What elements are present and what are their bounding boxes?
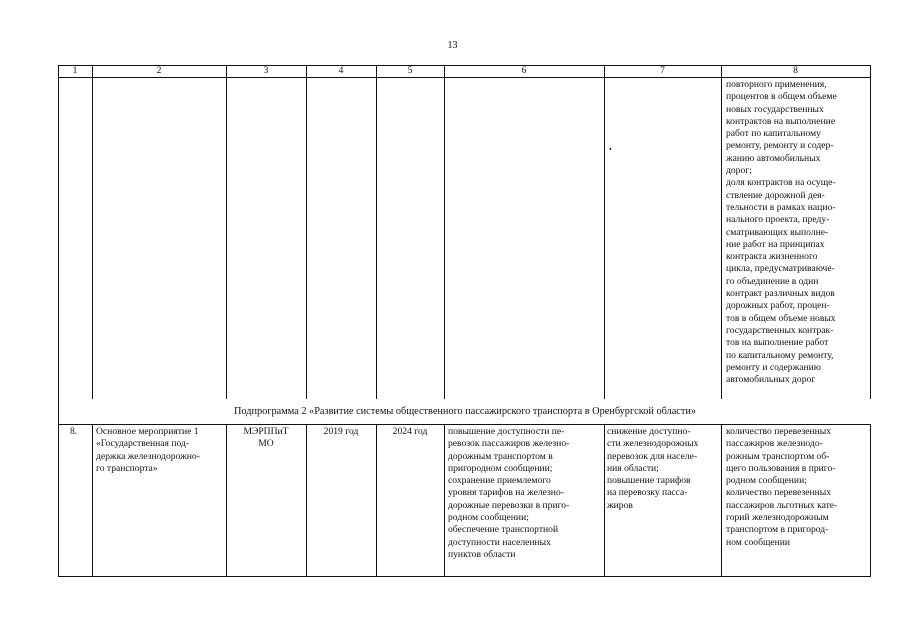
end-year-cell: 2024 год <box>392 426 428 437</box>
indicator-line: тов в общем объеме новых <box>726 312 836 324</box>
indicator-line: процентов в общем объеме <box>726 91 837 103</box>
indicator-line: контракт различных видов <box>726 288 835 300</box>
column-number-5: 5 <box>407 66 413 76</box>
column-number-2: 2 <box>156 66 162 76</box>
measures-table <box>58 65 871 577</box>
column-divider <box>444 65 445 577</box>
indicator-line: государственных контрак- <box>726 324 834 336</box>
indicator-line: повторного применения, <box>726 79 827 90</box>
table-border-right <box>870 65 871 577</box>
indicator-line: жанию автомобильных <box>726 152 821 164</box>
subprogram-title: Подпрограмма 2 «Развитие системы общественного пассажирского транспорта в Оренбургской области» <box>233 406 697 417</box>
column-number-1: 1 <box>72 66 78 76</box>
row-number: 8. <box>70 426 78 437</box>
indicator-line: нального проекта, преду- <box>726 214 830 226</box>
row-divider <box>58 424 871 425</box>
column-divider <box>226 65 227 577</box>
indicator-line: количество перевезенных <box>726 426 832 437</box>
indicator-line: новых государственных <box>726 103 824 115</box>
scan-mark: • <box>609 145 612 154</box>
executor-line: МЭРППиТ <box>243 426 289 437</box>
header-divider <box>58 77 871 78</box>
indicator-line: родном сообщении; <box>726 475 807 487</box>
column-divider <box>306 65 307 577</box>
expected-result-line: повышение доступности пе- <box>448 426 565 437</box>
column-number-4: 4 <box>338 66 344 76</box>
indicator-line: ремонту, ремонту и содер- <box>726 140 834 152</box>
measure-name-line: держка железнодорожно- <box>96 450 200 462</box>
consequences-line: на перевозку пасса- <box>607 487 688 499</box>
column-divider <box>92 65 93 577</box>
continuation-indicators-cell <box>726 79 870 386</box>
indicator-line: ремонту и содержанию <box>726 361 821 373</box>
expected-result-line: дорожные перевозки в приго- <box>448 499 570 511</box>
measure-name-line: го транспорта» <box>96 462 158 474</box>
start-year-cell: 2019 год <box>323 426 359 437</box>
indicator-line: дорог; <box>726 165 752 177</box>
table-border-bottom <box>58 576 871 577</box>
expected-result-cell <box>448 426 602 561</box>
indicator-line: сматривающих выполне- <box>726 226 829 238</box>
measure-name-line: Основное мероприятие 1 <box>96 426 199 437</box>
indicator-line: работ по капитальному <box>726 128 821 140</box>
indicator-line: тельности в рамках нацио- <box>726 201 836 213</box>
expected-result-line: родном сообщении; <box>448 512 529 524</box>
measure-name-cell <box>96 426 226 475</box>
indicators-cell <box>726 426 870 549</box>
expected-result-line: ревозок пассажиров железно- <box>448 438 570 450</box>
indicator-line: цикла, предусматриваюче- <box>726 263 835 275</box>
responsible-executor-cell <box>226 426 306 451</box>
indicator-line: горий железнодорожным <box>726 512 829 524</box>
consequences-line: перевозок для населе- <box>607 450 698 462</box>
indicator-line: контрактов на выполнение <box>726 115 836 127</box>
consequences-line: ния области; <box>607 462 659 474</box>
indicator-line: по капитальному ремонту, <box>726 349 834 361</box>
consequences-line: жиров <box>607 499 633 511</box>
indicator-line: дорожных работ, процен- <box>726 300 830 312</box>
column-number-8: 8 <box>793 66 798 76</box>
indicator-line: рожным транспортом об- <box>726 450 830 462</box>
indicator-line: доля контрактов на осуще- <box>726 177 836 189</box>
column-divider <box>604 65 605 577</box>
consequences-line: повышение тарифов <box>607 475 691 487</box>
column-number-7: 7 <box>660 66 665 76</box>
column-divider <box>376 65 377 577</box>
indicator-line: ние работ на принципах <box>726 238 825 250</box>
consequences-line: снижение доступно- <box>607 426 691 437</box>
indicator-line: пассажиров железнодо- <box>726 438 823 450</box>
column-divider <box>721 65 722 577</box>
expected-result-line: пунктов области <box>448 548 516 560</box>
subprogram-band <box>59 399 871 424</box>
consequences-line: сти железнодорожных <box>607 438 699 450</box>
column-number-3: 3 <box>263 66 269 76</box>
indicator-line: количество перевезенных <box>726 487 832 499</box>
measure-name-line: «Государственная под- <box>96 438 190 450</box>
column-number-6: 6 <box>521 66 527 76</box>
page-number: 13 <box>447 40 458 51</box>
expected-result-line: обеспечение транспортной <box>448 524 559 536</box>
indicator-line: го объединение в один <box>726 275 819 287</box>
indicator-line: контракта жизненного <box>726 251 818 263</box>
table-border-left <box>58 65 59 577</box>
expected-result-line: доступности населенных <box>448 536 551 548</box>
indicator-line: пассажиров льготных кате- <box>726 499 838 511</box>
indicator-line: ствление дорожной дея- <box>726 189 825 201</box>
expected-result-line: дорожным транспортом в <box>448 450 553 462</box>
indicator-line: щего пользования в приго- <box>726 462 836 474</box>
consequences-cell <box>607 426 721 512</box>
indicator-line: автомобильных дорог <box>726 374 816 386</box>
indicator-line: тов на выполнение работ <box>726 337 829 349</box>
expected-result-line: уровня тарифов на железно- <box>448 487 564 499</box>
expected-result-line: сохранение приемлемого <box>448 475 551 487</box>
expected-result-line: пригородном сообщении; <box>448 462 553 474</box>
executor-line: МО <box>258 438 274 450</box>
indicator-line: ном сообщении <box>726 536 790 548</box>
indicator-line: транспортом в пригород- <box>726 524 829 536</box>
